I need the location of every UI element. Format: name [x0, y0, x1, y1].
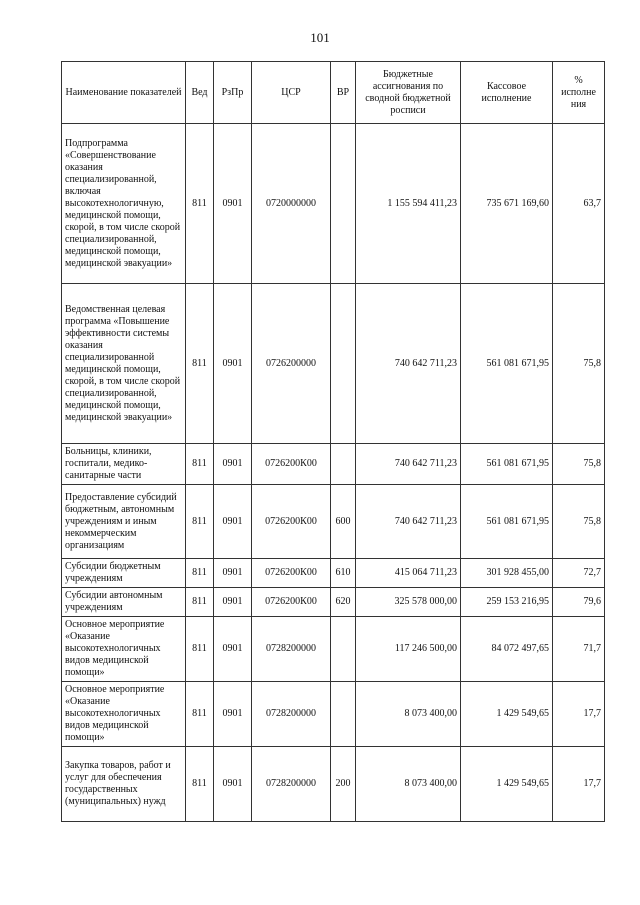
row-vr: [331, 682, 356, 747]
header-rzpr: РзПр: [214, 62, 252, 124]
row-ved: 811: [186, 124, 214, 284]
row-budget: 117 246 500,00: [356, 617, 461, 682]
row-name: Предоставление субсидий бюджетным, автономным учреждениям и иным некоммерческим организациям: [62, 485, 186, 559]
row-pct: 63,7: [553, 124, 605, 284]
row-budget: 8 073 400,00: [356, 747, 461, 822]
row-vr: [331, 124, 356, 284]
table-row: [62, 485, 605, 559]
table-row: [62, 682, 605, 747]
row-vr: [331, 284, 356, 444]
row-budget: 740 642 711,23: [356, 444, 461, 485]
row-vr: 620: [331, 588, 356, 617]
row-name: Субсидии бюджетным учреждениям: [62, 559, 186, 588]
row-rzpr: 0901: [214, 485, 252, 559]
row-csr: 0726200К00: [252, 559, 331, 588]
row-ved: 811: [186, 747, 214, 822]
row-cash: 301 928 455,00: [461, 559, 553, 588]
row-csr: 0726200000: [252, 284, 331, 444]
row-rzpr: 0901: [214, 617, 252, 682]
row-ved: 811: [186, 485, 214, 559]
row-name: Закупка товаров, работ и услуг для обеспечения государственных (муниципальных) нужд: [62, 747, 186, 822]
row-pct: 71,7: [553, 617, 605, 682]
row-pct: 17,7: [553, 747, 605, 822]
row-ved: 811: [186, 617, 214, 682]
row-vr: [331, 617, 356, 682]
row-rzpr: 0901: [214, 284, 252, 444]
table-row: [62, 444, 605, 485]
row-cash: 735 671 169,60: [461, 124, 553, 284]
row-rzpr: 0901: [214, 124, 252, 284]
row-name: Основное мероприятие «Оказание высокотехнологичных видов медицинской помощи»: [62, 682, 186, 747]
row-pct: 79,6: [553, 588, 605, 617]
header-csr: ЦСР: [252, 62, 331, 124]
row-pct: 75,8: [553, 284, 605, 444]
row-csr: 0728200000: [252, 747, 331, 822]
row-vr: [331, 444, 356, 485]
row-csr: 0728200000: [252, 617, 331, 682]
table-row: [62, 124, 605, 284]
header-vr: ВР: [331, 62, 356, 124]
table-row: [62, 559, 605, 588]
row-csr: 0726200К00: [252, 485, 331, 559]
row-name: Больницы, клиники, госпитали, медико-санитарные части: [62, 444, 186, 485]
row-csr: 0726200К00: [252, 588, 331, 617]
row-ved: 811: [186, 588, 214, 617]
row-rzpr: 0901: [214, 444, 252, 485]
row-budget: 740 642 711,23: [356, 485, 461, 559]
row-csr: 0720000000: [252, 124, 331, 284]
row-budget: 740 642 711,23: [356, 284, 461, 444]
table-row: [62, 588, 605, 617]
row-pct: 75,8: [553, 444, 605, 485]
budget-execution-table: [61, 61, 605, 822]
row-name: Ведомственная целевая программа «Повышение эффективности системы оказания специализированной медицинской помощи, скорой, в том числе скорой специализированной, медицинской помощи, медицинской эвакуации»: [62, 284, 186, 444]
row-name: Субсидии автономным учреждениям: [62, 588, 186, 617]
row-pct: 17,7: [553, 682, 605, 747]
row-rzpr: 0901: [214, 747, 252, 822]
page-number: 101: [310, 30, 330, 45]
row-ved: 811: [186, 284, 214, 444]
row-budget: 1 155 594 411,23: [356, 124, 461, 284]
row-rzpr: 0901: [214, 682, 252, 747]
row-csr: 0728200000: [252, 682, 331, 747]
row-ved: 811: [186, 682, 214, 747]
row-cash: 561 081 671,95: [461, 485, 553, 559]
row-budget: 415 064 711,23: [356, 559, 461, 588]
row-rzpr: 0901: [214, 559, 252, 588]
row-cash: 1 429 549,65: [461, 682, 553, 747]
row-vr: 600: [331, 485, 356, 559]
table-header-row: [62, 62, 605, 124]
row-cash: 561 081 671,95: [461, 444, 553, 485]
header-ved: Вед: [186, 62, 214, 124]
row-name: Подпрограмма «Совершенствование оказания специализированной, включая высокотехнологичную, медицинской помощи, скорой, в том числе скорой специализированной, медицинской помощи, медицинской эвакуации»: [62, 124, 186, 284]
row-budget: 325 578 000,00: [356, 588, 461, 617]
row-cash: 1 429 549,65: [461, 747, 553, 822]
row-pct: 72,7: [553, 559, 605, 588]
table-row: [62, 284, 605, 444]
row-cash: 259 153 216,95: [461, 588, 553, 617]
row-rzpr: 0901: [214, 588, 252, 617]
header-name: Наименование показателей: [62, 62, 186, 124]
row-vr: 610: [331, 559, 356, 588]
table-row: [62, 617, 605, 682]
row-cash: 84 072 497,65: [461, 617, 553, 682]
table-row: [62, 747, 605, 822]
header-cash: Кассовое исполнение: [461, 62, 553, 124]
row-name: Основное мероприятие «Оказание высокотехнологичных видов медицинской помощи»: [62, 617, 186, 682]
row-vr: 200: [331, 747, 356, 822]
row-pct: 75,8: [553, 485, 605, 559]
header-pct: % исполне ния: [553, 62, 605, 124]
header-budget: Бюджетные ассигнования по сводной бюджетной росписи: [356, 62, 461, 124]
row-csr: 0726200К00: [252, 444, 331, 485]
row-cash: 561 081 671,95: [461, 284, 553, 444]
row-ved: 811: [186, 559, 214, 588]
row-ved: 811: [186, 444, 214, 485]
row-budget: 8 073 400,00: [356, 682, 461, 747]
